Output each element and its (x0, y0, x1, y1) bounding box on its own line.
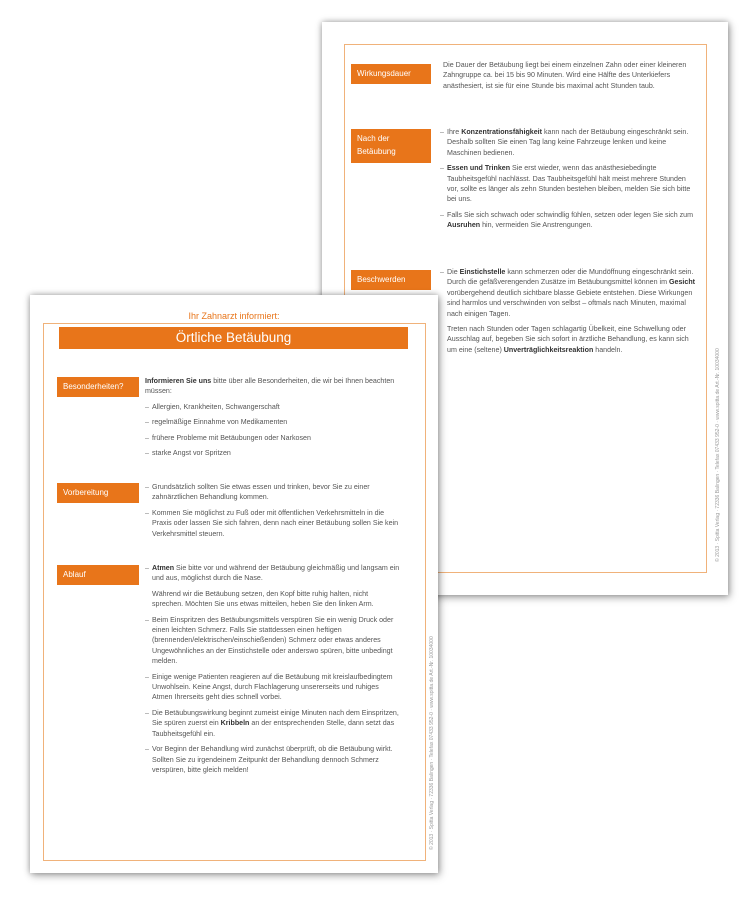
text-vorbereitung (145, 482, 400, 544)
label-nach-der-betaeubung: Nach der Betäubung (351, 129, 431, 163)
text-nach-der-betaeubung (440, 127, 698, 236)
page-subtitle: Ihr Zahnarzt informiert: (188, 311, 280, 321)
list-item: – Die Einstichstelle kann schmerzen oder die Mundöffnung eingeschränkt sein. Durch die gefäßverengenden Zusätze im Betäubungsmittel können im Gesicht vorübergehend deutlich sichtbare blasse Gebiete entstehen. Diese Wirkungen sind harmlos und verschwinden von selbst – oftmals nach Minuten, maximal nach einigen Tagen. (440, 267, 698, 319)
list-item: – Kommen Sie möglichst zu Fuß oder mit öffentlichen Verkehrsmitteln in die Praxis oder lassen Sie sich fahren, denn nach einer Betäubung sollen Sie kein Verkehrsmittel steuern. (145, 508, 400, 539)
list-item: – Ihre Konzentrationsfähigkeit kann nach der Betäubung eingeschränkt sein. Deshalb sollten Sie einen Tag lang keine Fahrzeuge lenken und keine Maschinen bedienen. (440, 127, 698, 158)
list-item: – Essen und Trinken Sie erst wieder, wenn das anästhesiebedingte Taubheitsgefühl nachlässt. Das Taubheitsgefühl hält meist mehrere Stunden vor, sollte es länger als zehn Stunden bestehen bleiben, melden Sie sich bitte bei uns. (440, 163, 698, 205)
list-item: – frühere Probleme mit Betäubungen oder Narkosen (145, 433, 400, 443)
front-page-imprint: © 2013 · Spitta Verlag · 72336 Balingen · Telefax 07433 952-0 · www.spitta.de Art.-Nr. 10034000 (429, 636, 435, 850)
list-item: – Beim Einspritzen des Betäubungsmittels verspüren Sie ein wenig Druck oder einen leichten Schmerz. Falls Sie stattdessen einen heftigen (brennenden/elektrischen/einschießenden) Schmerz oder etwas anderes Ungewöhnliches an der Einstichstelle oder anderswo spüren, bitte unbedingt melden. (145, 615, 400, 667)
label-vorbereitung: Vorbereitung (57, 483, 139, 503)
text-ablauf: – Atmen Sie bitte vor und während der Betäubung gleichmäßig und langsam ein und aus, möglichst durch die Nase. Während wir die Betäubung setzen, den Kopf bitte ruhig halten, nicht sprechen. Möchten Sie uns etwas mitteilen, heben Sie den linken Arm. – Beim Einspritzen des Betäubungsmittels verspüren Sie ein wenig Druck oder einen leichten Schmerz. Falls Sie stattdessen einen heftigen (brennenden/elektrischen/einschießenden) Schmerz oder etwas anderes Ungewöhnliches an der Einstichstelle oder anderswo spüren, bitte unbedingt melden. – Einige wenige Patienten reagieren auf die Betäubung mit kreislaufbedingtem Unwohlsein. Keine Angst, durch Flachlagerung unsererseits und ruhiges Atmen Ihrerseits geht dies schnell vorbei. – Die Betäubungswirkung beginnt zumeist einige Minuten nach dem Einspritzen, Sie spüren zuerst ein Kribbeln an der entsprechenden Stelle, dann setzt das Taubheitsgefühl ein. – Vor Beginn der Behandlung wird zunächst überprüft, ob die Betäubung wirkt. Sollten Sie zu irgendeinem Zeitpunkt der Behandlung dennoch Schmerz verspüren, bitte gleich melden! (145, 563, 400, 780)
list-item: – starke Angst vor Spritzen (145, 448, 400, 458)
front-page (30, 295, 438, 873)
list-item: – Falls Sie sich schwach oder schwindlig fühlen, setzen oder legen Sie sich zum Ausruhen hin, vermeiden Sie Anstrengungen. (440, 210, 698, 231)
text-besonderheiten: Informieren Sie uns bitte über alle Besonderheiten, die wir bei Ihnen beachten müssen: – Allergien, Krankheiten, Schwangerschaft – regelmäßige Einnahme von Medikamenten – frühere Probleme mit Betäubungen oder Narkosen – starke Angst vor Spritzen (145, 376, 400, 463)
label-ablauf: Ablauf (57, 565, 139, 585)
text-wirkungsdauer: Die Dauer der Betäubung liegt bei einem einzelnen Zahn oder einer kleineren Zahngruppe ca. bei 15 bis 90 Minuten. Wird eine Hälfte des Unterkiefers anästhesiert, ist sie für eine Stunde bis maximal acht Stunden taub. (443, 61, 687, 90)
back-page-imprint: © 2013 · Spitta Verlag · 72336 Balingen · Telefax 07433 952-0 · www.spitta.de Art.-Nr. 10034000 (715, 348, 721, 562)
list-item: – Einige wenige Patienten reagieren auf die Betäubung mit kreislaufbedingtem Unwohlsein. Keine Angst, durch Flachlagerung unsererseits und ruhiges Atmen Ihrerseits geht dies schnell vorbei. (145, 672, 400, 703)
text-beschwerden: – Die Einstichstelle kann schmerzen oder die Mundöffnung eingeschränkt sein. Durch die gefäßverengenden Zusätze im Betäubungsmittel können im Gesicht vorübergehend deutlich sichtbare blasse Gebiete entstehen. Diese Wirkungen sind harmlos und verschwinden von selbst – oftmals nach Minuten, maximal nach einigen Tagen. Treten nach Stunden oder Tagen schlagartig Übelkeit, eine Schwellung oder Ausschlag auf, begeben Sie sich sofort in ärztliche Behandlung, es kann sich um eine (seltene) Unverträglichkeitsreaktion handeln. (440, 267, 698, 360)
label-beschwerden: Beschwerden (351, 270, 431, 290)
list-item: – regelmäßige Einnahme von Medikamenten (145, 417, 400, 427)
list-item: – Atmen Sie bitte vor und während der Betäubung gleichmäßig und langsam ein und aus, möglichst durch die Nase. (145, 563, 400, 584)
list-item: – Vor Beginn der Behandlung wird zunächst überprüft, ob die Betäubung wirkt. Sollten Sie zu irgendeinem Zeitpunkt der Behandlung dennoch Schmerz verspüren, bitte gleich melden! (145, 744, 400, 775)
list-item: – Grundsätzlich sollten Sie etwas essen und trinken, bevor Sie zu einer zahnärztlichen Behandlung kommen. (145, 482, 400, 503)
list-item: – Die Betäubungswirkung beginnt zumeist einige Minuten nach dem Einspritzen, Sie spüren zuerst ein Kribbeln an der entsprechenden Stelle, dann setzt das Taubheitsgefühl ein. (145, 708, 400, 739)
label-besonderheiten: Besonderheiten? (57, 377, 139, 397)
list-item: – Allergien, Krankheiten, Schwangerschaft (145, 402, 400, 412)
label-wirkungsdauer: Wirkungsdauer (351, 64, 431, 84)
page-title: Örtliche Betäubung (59, 327, 408, 349)
